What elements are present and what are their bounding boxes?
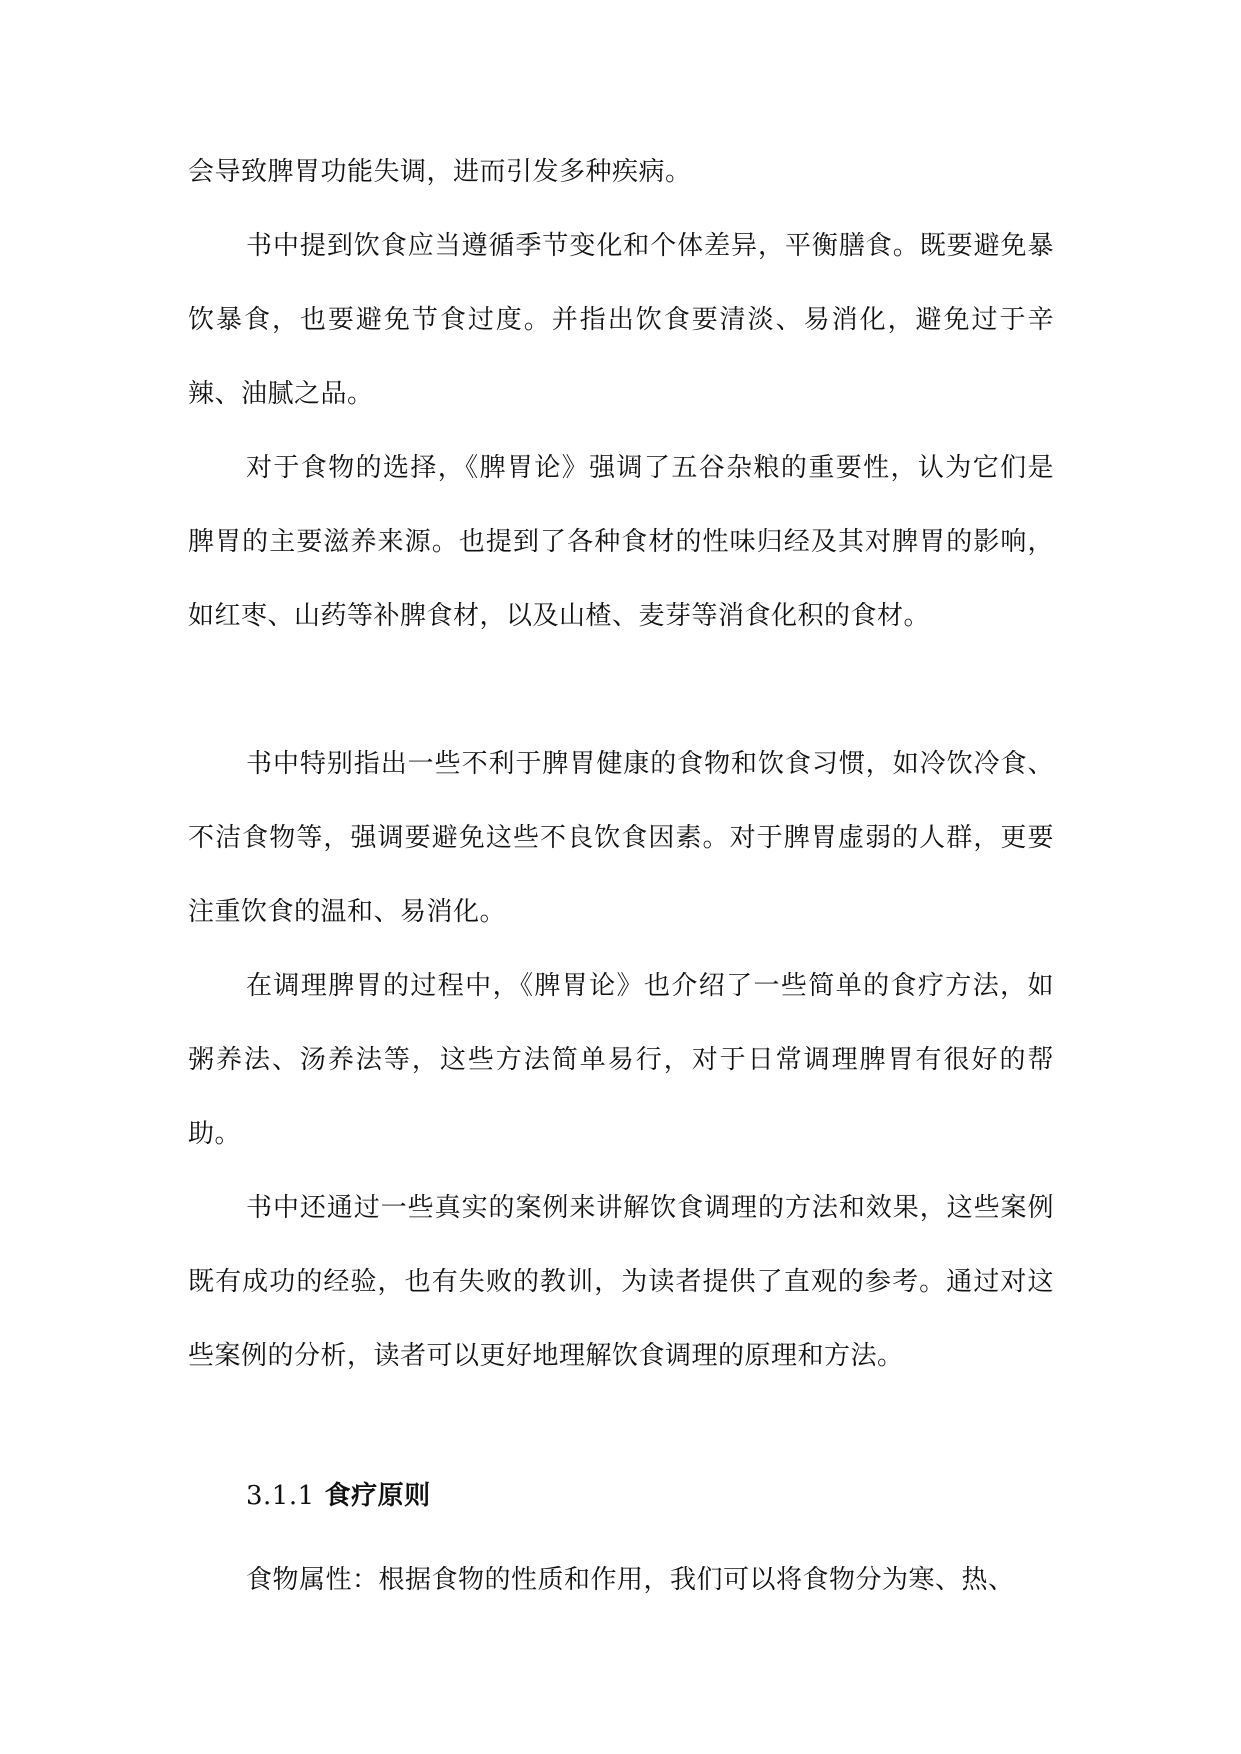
- section-heading: [246, 1459, 431, 1533]
- paragraph-diet-therapy-methods: 在调理脾胃的过程中，《脾胃论》也介绍了一些简单的食疗方法，如粥养法、汤养法等，这些方法简单易行，对于日常调理脾胃有很好的帮助。: [188, 971, 1054, 1149]
- section-number: 3.1.1: [246, 1481, 315, 1511]
- section-title: 食疗原则: [324, 1481, 431, 1511]
- paragraph-harmful-habits: 书中特别指出一些不利于脾胃健康的食物和饮食习惯，如冷饮冷食、不洁食物等，强调要避免这些不良饮食因素。对于脾胃虚弱的人群，更要注重饮食的温和、易消化。: [188, 749, 1054, 927]
- paragraph-diet-principles: 书中提到饮食应当遵循季节变化和个体差异，平衡膳食。既要避免暴饮暴食，也要避免节食过度。并指出饮食要清淡、易消化，避免过于辛辣、油腻之品。: [188, 231, 1054, 409]
- paragraph-food-selection: 对于食物的选择，《脾胃论》强调了五谷杂粮的重要性，认为它们是脾胃的主要滋养来源。也提到了各种食材的性味归经及其对脾胃的影响，如红枣、山药等补脾食材，以及山楂、麦芽等消食化积的食材。: [188, 453, 1054, 631]
- paragraph-continuation: 会导致脾胃功能失调，进而引发多种疾病。: [188, 157, 692, 187]
- paragraph-case-studies: 书中还通过一些真实的案例来讲解饮食调理的方法和效果，这些案例既有成功的经验，也有失败的教训，为读者提供了直观的参考。通过对这些案例的分析，读者可以更好地理解饮食调理的原理和方法。: [188, 1193, 1054, 1371]
- paragraph-food-properties: 食物属性：根据食物的性质和作用，我们可以将食物分为寒、热、: [246, 1565, 1015, 1595]
